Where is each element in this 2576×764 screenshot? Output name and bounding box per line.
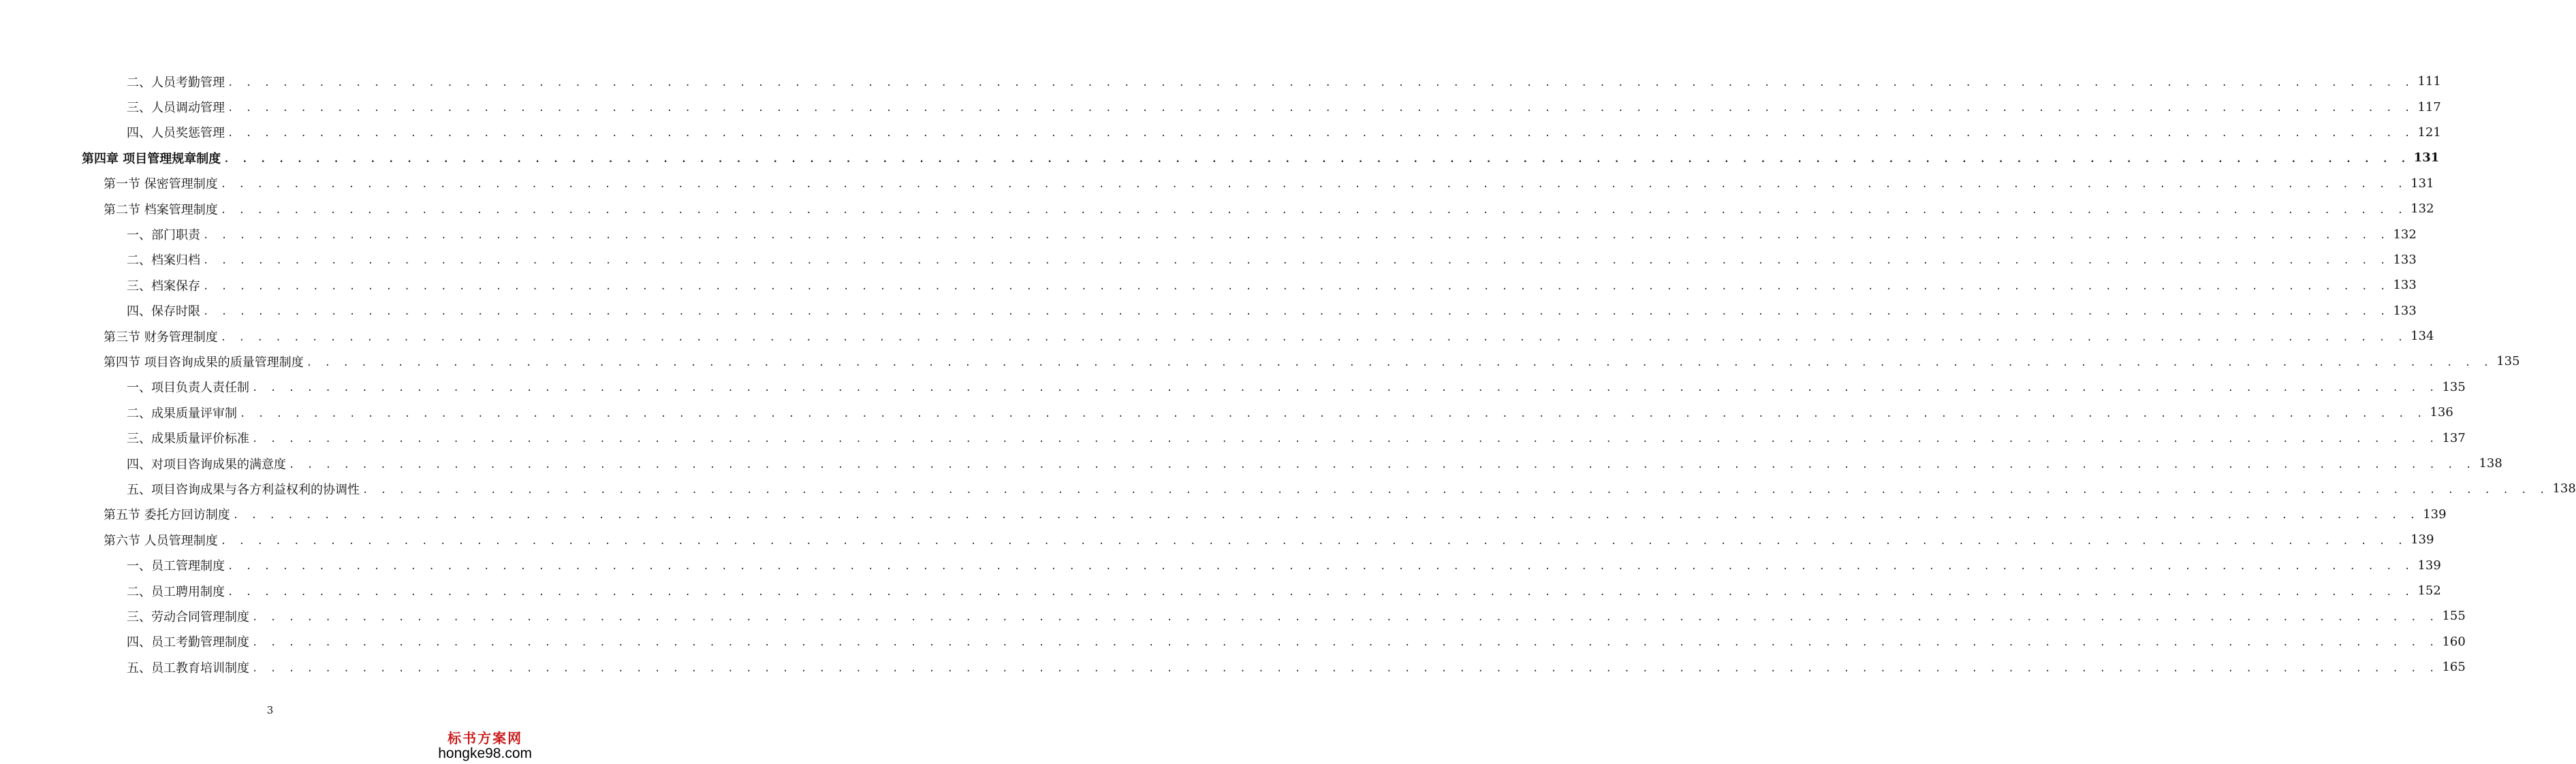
toc-entry-item <box>0 94 2441 119</box>
toc-entry-label: 第三节 财务管理制度 <box>104 330 218 345</box>
toc-dot-leader: . . . . . . . . . . . . . . . . . . . . . . . . . . . . . . . . . . . . . . . . . . . . . . . . . . . . . . . . . . . . . . . . . . . . . . . . . . . . . . . . . . . . . . . . . . . . . . . . . . . . . . . . . . . . . . . . . . . . . . . . <box>232 510 2419 522</box>
toc-entry-label: 四、人员奖惩管理 <box>127 126 225 141</box>
toc-entry-section <box>0 349 2520 374</box>
toc-dot-leader: . . . . . . . . . . . . . . . . . . . . . . . . . . . . . . . . . . . . . . . . . . . . . . . . . . . . . . . . . . . . . . . . . . . . . . . . . . . . . . . . . . . . . . . . . . . . . . . . . . . . . . . . . . . . . . . . . . . . . . . . <box>203 281 2389 292</box>
toc-dot-leader: . . . . . . . . . . . . . . . . . . . . . . . . . . . . . . . . . . . . . . . . . . . . . . . . . . . . . . . . . . . . . . . . . . . . . . . . . . . . . . . . . . . . . . . . . . . . . . . . . . . . . . . . . . . . . . . . . . . . . . . . <box>252 611 2438 623</box>
toc-entry-page: 131 <box>2413 150 2440 165</box>
watermark-en: hongke98.com <box>438 746 532 761</box>
toc-entry-page: 133 <box>2393 252 2417 267</box>
watermark-logo <box>438 727 532 762</box>
toc-entry-label: 第一节 保密管理制度 <box>104 177 218 192</box>
toc-dot-leader: . . . . . . . . . . . . . . . . . . . . . . . . . . . . . . . . . . . . . . . . . . . . . . . . . . . . . . . . . . . . . . . . . . . . . . . . . . . . . . . . . . . . . . . . . . . . . . . . . . . . . . . . . . . . . . . . . . . . . . . . <box>227 128 2414 140</box>
toc-entry-item <box>0 654 2466 680</box>
toc-entry-item <box>0 552 2441 577</box>
toc-entry-page: 133 <box>2393 278 2417 293</box>
toc-entry-page: 137 <box>2442 430 2466 445</box>
toc-dot-leader: . . . . . . . . . . . . . . . . . . . . . . . . . . . . . . . . . . . . . . . . . . . . . . . . . . . . . . . . . . . . . . . . . . . . . . . . . . . . . . . . . . . . . . . . . . . . . . . . . . . . . . . . . . . . . . . . . . . . . . . . <box>362 484 2549 496</box>
toc-entry-label: 五、员工教育培训制度 <box>127 660 249 675</box>
toc-entry-label: 三、档案保存 <box>127 278 200 293</box>
toc-entry-label: 第六节 人员管理制度 <box>104 533 218 548</box>
toc-dot-leader: . . . . . . . . . . . . . . . . . . . . . . . . . . . . . . . . . . . . . . . . . . . . . . . . . . . . . . . . . . . . . . . . . . . . . . . . . . . . . . . . . . . . . . . . . . . . . . . . . . . . . . . . . . . . . . . . . . . . . . . . <box>306 357 2493 368</box>
toc-dot-leader: . . . . . . . . . . . . . . . . . . . . . . . . . . . . . . . . . . . . . . . . . . . . . . . . . . . . . . . . . . . . . . . . . . . . . . . . . . . . . . . . . . . . . . . . . . . . . . . . . . . . . . . . . . . . . . . . . . . . . . . . <box>252 383 2438 394</box>
toc-entry-section <box>0 527 2434 552</box>
toc-entry-item <box>0 272 2417 298</box>
toc-dot-leader: . . . . . . . . . . . . . . . . . . . . . . . . . . . . . . . . . . . . . . . . . . . . . . . . . . . . . . . . . . . . . . . . . . . . . . . . . . . . . . . . . . . . . . . . . . . . . . . . . . . . . . . . . . . . . . . . . . . . . . . . <box>220 535 2407 547</box>
toc-dot-leader: . . . . . . . . . . . . . . . . . . . . . . . . . . . . . . . . . . . . . . . . . . . . . . . . . . . . . . . . . . . . . . . . . . . . . . . . . . . . . . . . . . . . . . . . . . . . . . . . . . . . . . . . . . . . . . . . . . . . . . . . <box>227 561 2414 573</box>
toc-entry-page: 121 <box>2417 125 2441 140</box>
toc-entry-section <box>0 502 2447 527</box>
toc-entry-page: 117 <box>2417 99 2441 114</box>
toc-entry-page: 139 <box>2417 558 2441 573</box>
toc-entry-chapter <box>0 145 2440 170</box>
toc-dot-leader: . . . . . . . . . . . . . . . . . . . . . . . . . . . . . . . . . . . . . . . . . . . . . . . . . . . . . . . . . . . . . . . . . . . . . . . . . . . . . . . . . . . . . . . . . . . . . . . . . . . . . . . . . . . . . . . . . . . . . . . . <box>252 663 2438 674</box>
toc-entry-section <box>0 196 2434 221</box>
toc-entry-item <box>0 69 2441 94</box>
toc-entry-item <box>0 578 2441 603</box>
toc-entry-label: 第五节 委托方回访制度 <box>104 508 230 523</box>
toc-entry-item <box>0 120 2441 145</box>
toc-entry-label: 四、保存时限 <box>127 304 200 319</box>
toc-entry-page: 138 <box>2552 481 2576 496</box>
toc-entry-label: 二、成果质量评审制 <box>127 406 237 421</box>
toc-entry-label: 第二节 档案管理制度 <box>104 202 218 217</box>
toc-entry-page: 132 <box>2393 227 2417 242</box>
toc-dot-leader: . . . . . . . . . . . . . . . . . . . . . . . . . . . . . . . . . . . . . . . . . . . . . . . . . . . . . . . . . . . . . . . . . . . . . . . . . . . . . . . . . . . . . . . . . . . . . . . . . . . . . . . . . . . . . . . . . . . . . . . . <box>220 204 2407 216</box>
toc-dot-leader: . . . . . . . . . . . . . . . . . . . . . . . . . . . . . . . . . . . . . . . . . . . . . . . . . . . . . . . . . . . . . . . . . . . . . . . . . . . . . . . . . . . . . . . . . . . . . . . . . . . . . . . . . . . . . . . . . . . . . . . . <box>227 586 2414 598</box>
toc-entry-page: 160 <box>2442 634 2466 649</box>
toc-dot-leader: . . . . . . . . . . . . . . . . . . . . . . . . . . . . . . . . . . . . . . . . . . . . . . . . . . . . . . . . . . . . . . . . . . . . . . . . . . . . . . . . . . . . . . . . . . . . . . . . . . . . . . . . . . . . . . . . . . . . . . . . <box>203 230 2389 242</box>
toc-dot-leader: . . . . . . . . . . . . . . . . . . . . . . . . . . . . . . . . . . . . . . . . . . . . . . . . . . . . . . . . . . . . . . . . . . . . . . . . . . . . . . . . . . . . . . . . . . . . . . . . . . . . . . . . . . . . . . . . . . . . . . . . <box>240 408 2426 419</box>
toc-entry-item <box>0 247 2417 272</box>
toc-entry-label: 一、部门职责 <box>127 228 200 243</box>
toc-dot-leader: . . . . . . . . . . . . . . . . . . . . . . . . . . . . . . . . . . . . . . . . . . . . . . . . . . . . . . . . . . . . . . . . . . . . . . . . . . . . . . . . . . . . . . . . . . . . . . . . . . . . . . . . . . . . . . . . . . . . . . . . <box>203 255 2389 267</box>
toc-entry-page: 155 <box>2442 609 2466 624</box>
toc-entry-page: 134 <box>2410 329 2434 344</box>
toc-entry-item <box>0 298 2417 323</box>
toc-entry-item <box>0 221 2417 246</box>
toc-entry-page: 138 <box>2479 456 2502 471</box>
toc-entry-page: 139 <box>2410 532 2434 547</box>
toc-entry-label: 二、员工聘用制度 <box>127 584 225 599</box>
toc-entry-item <box>0 603 2466 628</box>
toc-entry-section <box>0 323 2434 349</box>
toc-entry-page: 111 <box>2417 74 2441 89</box>
toc-dot-leader: . . . . . . . . . . . . . . . . . . . . . . . . . . . . . . . . . . . . . . . . . . . . . . . . . . . . . . . . . . . . . . . . . . . . . . . . . . . . . . . . . . . . . . . . . . . . . . . . . . . . . . . . . . . . . . . . . . . . . . . . <box>220 179 2407 191</box>
toc-entry-page: 139 <box>2423 507 2447 522</box>
toc-entry-label: 一、项目负责人责任制 <box>127 381 249 396</box>
toc-entry-item <box>0 375 2466 400</box>
toc-entry-page: 135 <box>2496 354 2520 369</box>
page-number: 3 <box>266 704 274 716</box>
toc-entry-label: 三、人员调动管理 <box>127 101 225 116</box>
toc-dot-leader: . . . . . . . . . . . . . . . . . . . . . . . . . . . . . . . . . . . . . . . . . . . . . . . . . . . . . . . . . . . . . . . . . . . . . . . . . . . . . . . . . . . . . . . . . . . . . . . . . . . . . . . . . . . . . . . . . . . . . . . . <box>227 103 2414 114</box>
toc-entry-section <box>0 171 2434 196</box>
toc-entry-label: 第四章 项目管理规章制度 <box>82 151 221 166</box>
toc-entry-item <box>0 476 2576 501</box>
toc-entry-label: 三、成果质量评价标准 <box>127 432 249 447</box>
toc-entry-label: 三、劳动合同管理制度 <box>127 609 249 624</box>
toc-entry-item <box>0 451 2502 476</box>
toc-dot-leader: . . . . . . . . . . . . . . . . . . . . . . . . . . . . . . . . . . . . . . . . . . . . . . . . . . . . . . . . . . . . . . . . . . . . . . . . . . . . . . . . . . . . . . . . . . . . . . . . . . . . . . . . . . . . . . . . . . . . . . . . <box>203 306 2389 318</box>
toc-entry-label: 四、员工考勤管理制度 <box>127 635 249 650</box>
toc-entry-page: 133 <box>2393 303 2417 318</box>
toc-entry-label: 二、人员考勤管理 <box>127 75 225 90</box>
watermark-cn: 标书方案网 <box>447 730 523 746</box>
toc-entry-label: 四、对项目咨询成果的满意度 <box>127 457 286 472</box>
toc-entry-item <box>0 425 2466 450</box>
toc-entry-label: 二、档案归档 <box>127 253 200 268</box>
toc-entry-label: 一、员工管理制度 <box>127 559 225 574</box>
toc-entry-page: 135 <box>2442 379 2466 394</box>
toc-entry-label: 五、项目咨询成果与各方利益权利的协调性 <box>127 482 360 497</box>
toc-dot-leader: . . . . . . . . . . . . . . . . . . . . . . . . . . . . . . . . . . . . . . . . . . . . . . . . . . . . . . . . . . . . . . . . . . . . . . . . . . . . . . . . . . . . . . . . . . . . . . . . . . . . . . . . . . . . . . . . . . . . . . . . <box>252 637 2438 649</box>
table-of-contents <box>0 69 2576 680</box>
toc-dot-leader: . . . . . . . . . . . . . . . . . . . . . . . . . . . . . . . . . . . . . . . . . . . . . . . . . . . . . . . . . . . . . . . . . . . . . . . . . . . . . . . . . . . . . . . . . . . . . . . . . . . . . . . . . . . . . . . . . . . . . . . . <box>220 332 2407 343</box>
toc-entry-page: 136 <box>2430 405 2453 420</box>
toc-dot-leader: . . . . . . . . . . . . . . . . . . . . . . . . . . . . . . . . . . . . . . . . . . . . . . . . . . . . . . . . . . . . . . . . . . . . . . . . . . . . . . . . . . . . . . . . . . . . . . . . . . . . . . . . . . . . . . . . . . . . . . . . <box>289 459 2475 471</box>
toc-dot-leader: . . . . . . . . . . . . . . . . . . . . . . . . . . . . . . . . . . . . . . . . . . . . . . . . . . . . . . . . . . . . . . . . . . . . . . . . . . . . . . . . . . . . . . . . . . . . . . . . . . . . . . . . . . . . . . . . . . . . . . . . <box>252 434 2438 445</box>
toc-entry-page: 152 <box>2417 584 2441 598</box>
toc-entry-item <box>0 400 2453 425</box>
toc-entry-page: 165 <box>2442 660 2466 675</box>
toc-entry-page: 131 <box>2410 176 2434 191</box>
toc-dot-leader: . . . . . . . . . . . . . . . . . . . . . . . . . . . . . . . . . . . . . . . . . . . . . . . . . . . . . . . . . . . . . . . . . . . . . . . . . . . . . . . . . . . . . . . . . . . . . . . . . . . . . . . . . . . . . . . . . . . . . . . . <box>227 77 2414 89</box>
toc-entry-item <box>0 629 2466 654</box>
toc-entry-page: 132 <box>2410 202 2434 217</box>
toc-entry-label: 第四节 项目咨询成果的质量管理制度 <box>104 355 304 370</box>
toc-dot-leader: . . . . . . . . . . . . . . . . . . . . . . . . . . . . . . . . . . . . . . . . . . . . . . . . . . . . . . . . . . . . . . . . . . . . . . . . . . . . . . . . . . . . . . . . . . . . . . . . . . . . . . . . . . . . . . . . . . . . . . . . <box>223 153 2410 165</box>
